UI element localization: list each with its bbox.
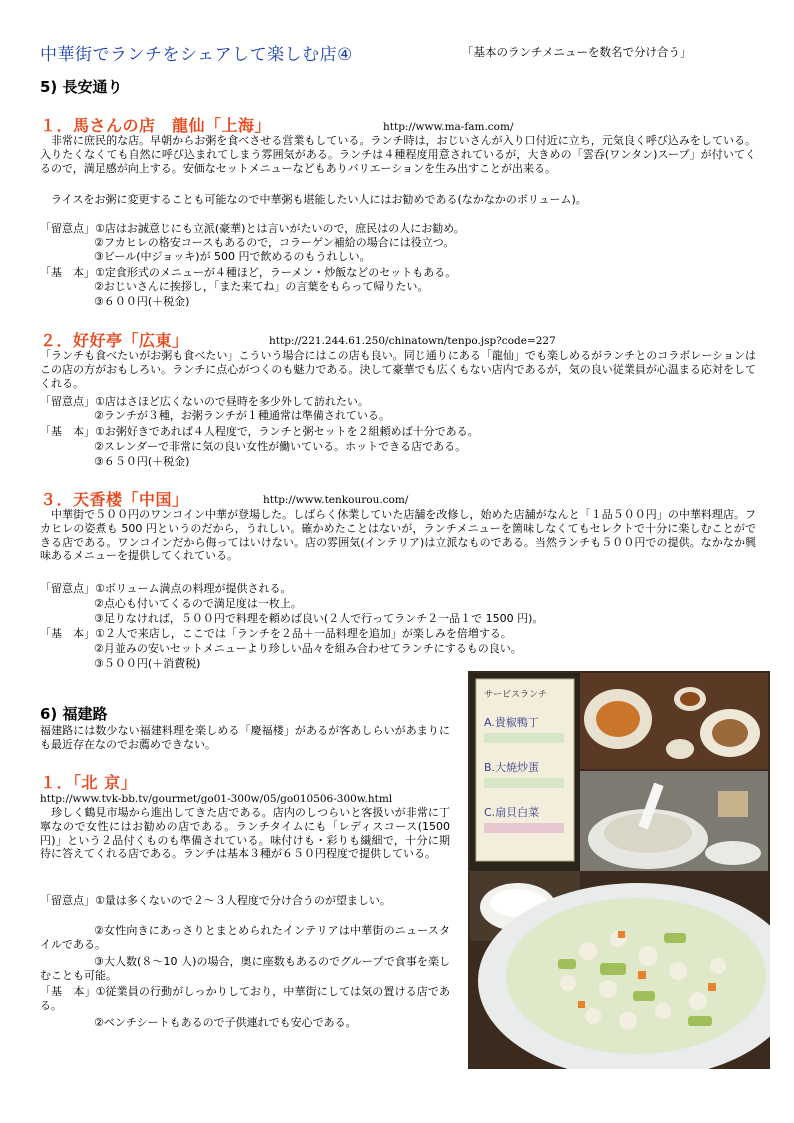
basic-line: 「基 本」①２人で来店し，ここでは「ランチを２品＋一品料理を追加」が楽しみを倍増する。 — [40, 627, 512, 640]
basic-line: ②ベンチシートもあるので子供連れでも安心である。 — [94, 1016, 357, 1029]
menu-board-item: C.扇貝白菜 — [484, 806, 540, 819]
basic-line: ②おじいさんに挨拶し，「また来てね」の言葉をもらって帰りたい。 — [94, 280, 429, 293]
note-line: 「留意点」①量は多くないので２～３人程度で分け合うのが望ましい。 — [40, 894, 391, 907]
section-heading-5: 5) 長安通り — [40, 78, 123, 96]
shop-intro-koukoutei: 「ランチも食べたいがお粥も食べたい」こういう場合にはこの店も良い。同じ通りにある「龍仙」でも楽しめるがランチとのコラボレーションはこの店の方がおもしろい。ランチに点心がつくのも魅力である。決して豪華でも広くもない店内であるが，気の良い従業員が心温まる応対をしてくれる。 — [40, 349, 756, 390]
shop-url-tenkourou[interactable]: http://www.tenkourou.com/ — [263, 494, 409, 506]
basic-line: 「基 本」①お粥好きであれば４人程度で，ランチと粥セットを２組頼めば十分である。 — [40, 425, 479, 438]
shop-name-tenkourou: ３．天香楼「中国」 — [40, 490, 189, 509]
basic-line: 「基 本」①従業員の行動がしっかりしており，中華街にしては気の置ける店である。 — [40, 985, 450, 1012]
basic-line: ③６５０円(＋税金) — [94, 455, 190, 468]
note-line: ②フカヒレの格安コースもあるので，コラーゲン補給の場合には役立つ。 — [94, 236, 455, 249]
note-line: 「留意点」①店はお誠意じにも立派(豪華)とは言いがたいので，庶民はの人にお勧め。 — [40, 222, 465, 235]
food-photo-collage — [468, 671, 770, 1069]
section-intro-6: 福建路には数少ない福建料理を楽しめる「慶福楼」があるが客あしらいがあまりにも最近存在なのでお薦めできない。 — [40, 724, 450, 751]
note-line: 「留意点」①店はさほど広くないので昼時を多少外して訪れたい。 — [40, 395, 369, 408]
menu-board-item: B.大焼炒蛋 — [484, 761, 540, 774]
shop-intro-pekin: 珍しく鶴見市場から進出してきた店である。店内のしつらいと客扱いが非常に丁寧なので女性にはお勧めの店である。ランチタイムにも「レディスコース(1500 円)」という２品付くものも準備されている。味付けも・彩りも繊細で，十分に期待に答えてくれる店である。ランチは基本３種が６５０円程度で提供している。 — [40, 806, 450, 861]
shop-intro-ryusen: 非常に庶民的な店。早朝からお粥を食べさせる営業もしている。ランチ時は，おじいさんが入り口付近に立ち，元気良く呼び込みをしている。入りたくなくても自然に呼び込まれてしまう雰囲気がある。ランチは４種程度用意されているが，大きめの「雲呑(ワンタン)スープ」が付いてくるので，満足感が向上する。安価なセットメニューなどもありバリエーションを生み出すことが出来る。 — [40, 134, 756, 175]
shop-name-pekin: １．「北 京」 — [40, 773, 138, 792]
basic-line: ②月並みの安いセットメニューより珍しい品々を組み合わせてランチにするもの良い。 — [94, 642, 522, 655]
shop-url-ryusen[interactable]: http://www.ma-fam.com/ — [383, 121, 514, 133]
menu-board-title: サービスランチ — [484, 690, 548, 700]
note-line: ②ランチが３種，お粥ランチが１種通常は準備されている。 — [94, 409, 390, 422]
note-line: ③足りなければ，５００円で料理を頼めば良い(２人で行ってランチ２一品１で 1500 円)。 — [94, 612, 544, 625]
menu-board-item: A.貴椒鴨丁 — [484, 716, 539, 729]
note-line: 「留意点」①ボリューム満点の料理が提供される。 — [40, 582, 292, 595]
basic-line: ③６００円(＋税金) — [94, 295, 190, 308]
basic-line: ③５００円(＋消費税) — [94, 657, 201, 670]
shop-name-ryusen: １．馬さんの店 龍仙「上海」 — [40, 116, 272, 135]
note-line: ③大人数(８～10 人)の場合，奥に座数もあるのでグループで食事を楽しむことも可能。 — [40, 955, 450, 982]
note-line: ②点心も付いてくるので満足度は一枚上。 — [94, 597, 302, 610]
note-line: ③ビール(中ジョッキ)が 500 円で飲めるのもうれしい。 — [94, 250, 371, 263]
shop-url-koukoutei[interactable]: http://221.244.61.250/chinatown/tenpo.jsp?code=227 — [269, 335, 556, 347]
shop-name-koukoutei: ２．好好亭「広東」 — [40, 331, 189, 350]
page-title: 中華街でランチをシェアして楽しむ店④ — [40, 45, 353, 65]
shop-intro2-ryusen: ライスをお粥に変更することも可能なので中華粥も堪能したい人にはお勧めである(なかなかのボリューム)。 — [40, 193, 587, 206]
basic-line: ②スレンダーで非常に気の良い女性が働いている。ホットできる店である。 — [94, 440, 467, 453]
shop-intro-tenkourou: 中華街で５００円のワンコイン中華が登場した。しばらく休業していた店舗を改修し，始めた店舗がなんと「１品５００円」の中華料理店。フカヒレの姿煮も 500 円というのだから，うれしい。確かめたことはないが，ランチメニューを箇味しなくてもセレクトで十分に楽しむことができる店である。ワンコインだから侮ってはいけない。店の雰囲気(インテリア)は立派なものである。当然ランチも５００円での提供。なかなか興味あるメニューを提供してくれている。 — [40, 508, 756, 563]
basic-line: 「基 本」①定食形式のメニューが４種ほど，ラーメン・炒飯などのセットもある。 — [40, 266, 457, 279]
shop-url-pekin[interactable]: http://www.tvk-bb.tv/gourmet/go01-300w/05/go010506-300w.html — [40, 793, 393, 805]
section-heading-6: 6) 福建路 — [40, 705, 108, 723]
note-line: ②女性向きにあっさりとまとめられたインテリアは中華街のニュースタイルである。 — [40, 924, 450, 951]
page-subtitle: 「基本のランチメニューを数名で分け合う」 — [462, 45, 692, 59]
